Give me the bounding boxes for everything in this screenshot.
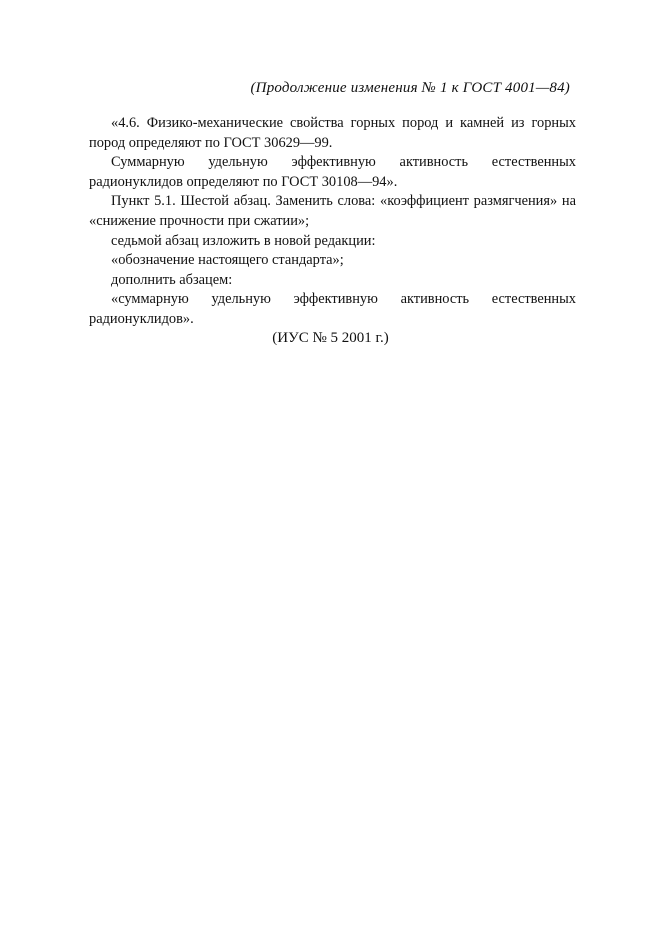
amendment-text — [89, 114, 576, 330]
paragraph-standard-designation: «обозначение настоящего стандарта»; — [111, 252, 344, 269]
continuation-header: (Продолжение изменения № 1 к ГОСТ 4001—84) — [250, 80, 570, 96]
ius-reference: (ИУС № 5 2001 г.) — [272, 330, 389, 346]
source-reference — [0, 330, 661, 347]
paragraph-seventh-abzac: седьмой абзац изложить в новой редакции: — [111, 232, 376, 249]
paragraph-clause-5-1: Пункт 5.1. Шестой абзац. Заменить слова: «коэффициент размягчения» на «снижение прочности при сжатии»; — [89, 193, 576, 229]
paragraph-total-activity: «суммарную удельную эффективную активность естественных радионуклидов». — [89, 291, 576, 327]
paragraph-4-6: «4.6. Физико-механические свойства горных пород и камней из горных пород определяют по ГОСТ 30629—99. — [89, 115, 576, 151]
paragraph-add-abzac: дополнить абзацем: — [111, 271, 233, 288]
paragraph-radionuclides: Суммарную удельную эффективную активность естественных радионуклидов определяют по ГОСТ 30108—94». — [89, 154, 576, 190]
